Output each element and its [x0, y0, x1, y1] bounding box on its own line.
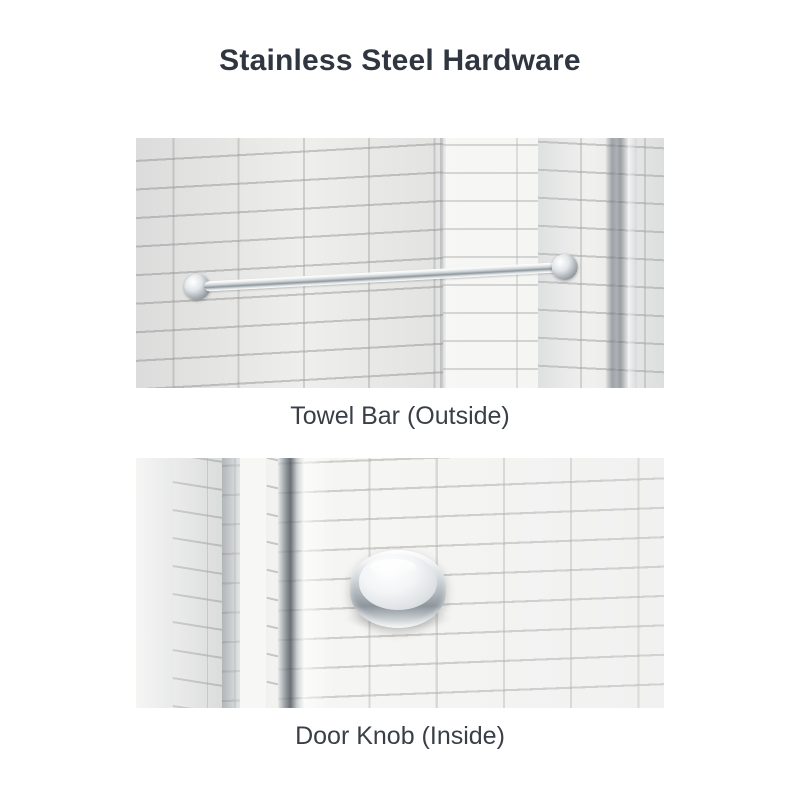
- towel-bar-photo: [136, 138, 664, 388]
- door-knob-caption: Door Knob (Inside): [295, 722, 505, 750]
- glass-door-highlight: [302, 458, 332, 708]
- shower-frame-post: [222, 458, 240, 708]
- towel-bar-mount-right: [551, 253, 578, 280]
- tile-wall-inner-return: [240, 458, 278, 708]
- tile-wall-side: [136, 458, 222, 708]
- door-knob-gloss: [370, 559, 416, 575]
- glass-door-highlight: [628, 138, 637, 388]
- door-knob-hardware: [350, 550, 446, 628]
- towel-bar-caption: Towel Bar (Outside): [290, 402, 510, 430]
- subway-tile-pattern: [173, 458, 222, 708]
- glass-door-edge: [606, 138, 628, 388]
- glass-door-edge: [278, 458, 302, 708]
- subway-tile-pattern: [267, 458, 278, 708]
- door-knob-photo: [136, 458, 664, 708]
- figure-towel-bar: [136, 138, 664, 431]
- page-title: Stainless Steel Hardware: [219, 44, 581, 77]
- figure-door-knob: [136, 458, 664, 751]
